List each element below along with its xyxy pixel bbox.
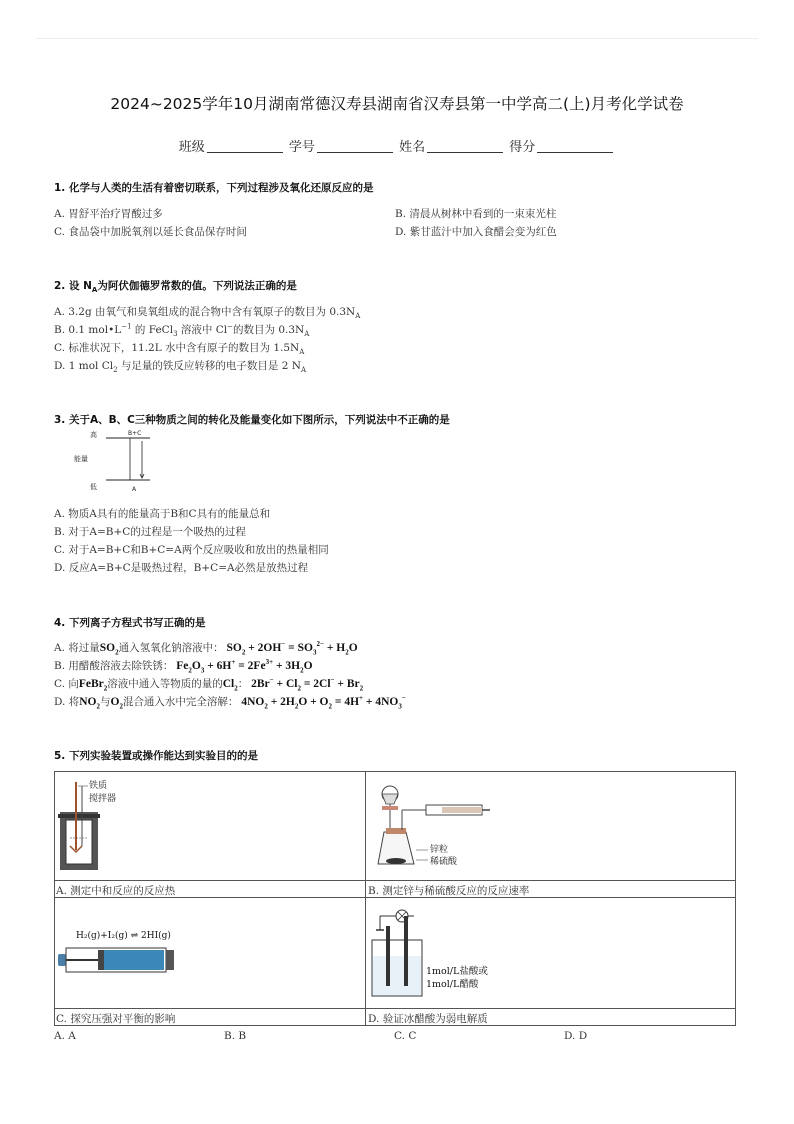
q3-option-c: C. 对于A=B+C和B+C=A两个反应吸收和放出的热量相同 bbox=[54, 544, 329, 556]
q2-option-c bbox=[54, 340, 304, 356]
calorimeter-lid bbox=[58, 814, 100, 818]
q4-c-mid2: ： bbox=[237, 678, 249, 690]
q2-b-sup: −1 bbox=[121, 322, 132, 331]
q2-stem-sub: A bbox=[91, 286, 98, 295]
syringe-gas bbox=[102, 950, 164, 970]
q1-option-c: C. 食品袋中加脱氧剂以延长食品保存时间 bbox=[54, 226, 247, 238]
syringe-cap bbox=[58, 954, 66, 966]
q4-c-pre: C. 向 bbox=[54, 678, 79, 690]
energy-diagram bbox=[70, 425, 180, 495]
q4-option-d: D. 将$NO_2$与$O_2$混合通入水中完全溶解： $4NO_2 + 2H_2O + O_2 = 4H^+ + 4NO_3^-$ bbox=[54, 694, 406, 711]
id-label: 学号 bbox=[288, 140, 315, 155]
beaker-liquid bbox=[373, 956, 421, 995]
gas-syringe-piston bbox=[442, 807, 482, 813]
q2-d2: 与足量的铁反应转移的电子数目是 2 N bbox=[117, 360, 301, 372]
score-label: 得分 bbox=[509, 140, 536, 155]
q2-b-sub: 3 bbox=[173, 330, 178, 339]
q2-a-sub: A bbox=[355, 312, 361, 321]
q4-a-pre: A. 将过量 bbox=[54, 642, 100, 654]
table-row-divider-3 bbox=[54, 1008, 736, 1009]
q2-option-d bbox=[54, 358, 306, 374]
q2-b4: 的数目为 0.3N bbox=[232, 324, 305, 336]
q5-stem: 5. 下列实验装置或操作能达到实验目的的是 bbox=[54, 750, 258, 762]
q1-option-a: A. 胃舒平治疗胃酸过多 bbox=[54, 208, 163, 220]
q4-option-c: C. 向FeBr$_2$溶液中通入等物质的量的$Cl_2$： $2Br^- + Cl_2 = 2Cl^- + Br_2$ bbox=[54, 676, 364, 693]
energy-low-label: 低 bbox=[90, 483, 97, 491]
class-label: 班级 bbox=[178, 140, 205, 155]
q2-stem-post: 为阿伏伽德罗常数的值。下列说法正确的是 bbox=[97, 280, 297, 292]
syringe-plunger-head bbox=[98, 950, 104, 970]
q4-stem: 4. 下列离子方程式书写正确的是 bbox=[54, 617, 206, 629]
q2-d-sub: 2 bbox=[113, 366, 118, 375]
rate-apparatus-figure bbox=[372, 776, 572, 876]
q2-option-b bbox=[54, 322, 309, 338]
q1-option-b: B. 清晨从树林中看到的一束束光柱 bbox=[395, 208, 557, 220]
cell-c-caption: C. 探究压强对平衡的影响 bbox=[56, 1013, 176, 1025]
stopcock bbox=[382, 806, 398, 810]
q3-option-a: A. 物质A具有的能量高于B和C具有的能量总和 bbox=[54, 508, 271, 520]
q1-stem: 1. 化学与人类的生活有着密切联系，下列过程涉及氧化还原反应的是 bbox=[54, 182, 374, 194]
electrode-right bbox=[404, 916, 408, 986]
q5-choice-b: B. B bbox=[224, 1030, 247, 1042]
q2-c-text: C. 标准状况下，11.2L 水中含有原子的数目为 1.5N bbox=[54, 342, 300, 354]
q4-d-mid: 与 bbox=[99, 696, 111, 708]
name-label: 姓名 bbox=[399, 140, 426, 155]
q2-stem-pre: 2. 设 N bbox=[54, 280, 92, 292]
table-row-divider-1 bbox=[54, 880, 736, 881]
q4-a-mid: 通入氢氧化钠溶液中： bbox=[118, 642, 224, 654]
funnel-body bbox=[382, 794, 398, 804]
q2-b3: 溶液中 Cl bbox=[177, 324, 228, 336]
energy-a-label: A bbox=[132, 486, 137, 493]
q2-c-sub: A bbox=[299, 348, 305, 357]
q4-option-b: B. 用醋酸溶液去除铁锈： $Fe_2O_3 + 6H^+ = 2Fe^{3+} + 3H_2O$ bbox=[54, 658, 313, 675]
energy-high-label: 高 bbox=[90, 431, 97, 439]
q2-b-sub-a: A bbox=[304, 330, 310, 339]
zinc-label: 锌粒 bbox=[430, 845, 449, 855]
q4-b-pre: B. 用醋酸溶液去除铁锈： bbox=[54, 660, 174, 672]
header-divider bbox=[36, 38, 758, 39]
q2-a-text: A. 3.2g 由氧气和臭氧组成的混合物中含有氧原子的数目为 0.3N bbox=[54, 306, 356, 318]
page-title: 2024~2025学年10月湖南常德汉寿县湖南省汉寿县第一中学高二(上)月考化学试卷 bbox=[110, 95, 684, 113]
id-blank bbox=[317, 140, 393, 153]
q2-b1: B. 0.1 mol•L bbox=[54, 324, 122, 336]
flask-stopper bbox=[386, 828, 406, 834]
q2-b-sup2: − bbox=[227, 322, 233, 331]
cell-d-caption: D. 验证冰醋酸为弱电解质 bbox=[368, 1013, 488, 1025]
score-blank bbox=[537, 140, 613, 153]
cell-a-caption: A. 测定中和反应的反应热 bbox=[56, 885, 176, 897]
q4-c-mid: 溶液中通入等物质的量的 bbox=[107, 678, 223, 690]
name-blank bbox=[427, 140, 503, 153]
conductivity-figure bbox=[370, 904, 530, 1004]
cell-b-caption: B. 测定锌与稀硫酸反应的反应速率 bbox=[368, 885, 530, 897]
syringe-tip bbox=[166, 950, 174, 970]
q2-b2: 的 FeCl bbox=[131, 324, 174, 336]
energy-axis-label: 能量 bbox=[74, 455, 88, 463]
stirrer-label-2: 搅拌器 bbox=[89, 794, 117, 804]
solution-label-2: 1mol/L醋酸 bbox=[426, 979, 479, 990]
electrode-left bbox=[386, 926, 390, 986]
q3-stem: 3. 关于A、B、C三种物质之间的转化及能量变化如下图所示，下列说法中不正确的是 bbox=[54, 414, 450, 426]
q4-d-mid2: 混合通入水中完全溶解： bbox=[122, 696, 239, 708]
table-vertical-divider bbox=[365, 771, 366, 1026]
q2-d1: D. 1 mol Cl bbox=[54, 360, 114, 372]
q2-stem bbox=[54, 278, 297, 294]
calorimeter-figure bbox=[58, 776, 178, 876]
equilibrium-label: H₂(g)+I₂(g) ⇌ 2HI(g) bbox=[76, 931, 171, 941]
energy-bc-label: B+C bbox=[128, 430, 142, 437]
zinc-granules bbox=[386, 858, 406, 864]
q1-option-d: D. 紫甘蓝汁中加入食醋会变为红色 bbox=[395, 226, 557, 238]
q5-choice-d: D. D bbox=[564, 1030, 588, 1042]
q5-choice-a: A. A bbox=[54, 1030, 76, 1042]
class-blank bbox=[207, 140, 283, 153]
q3-option-b: B. 对于A=B+C的过程是一个吸热的过程 bbox=[54, 526, 246, 538]
q2-d-sub-a: A bbox=[300, 366, 307, 375]
solution-label-1: 1mol/L盐酸或 bbox=[426, 966, 488, 977]
q5-choice-c: C. C bbox=[394, 1030, 417, 1042]
calorimeter-inner bbox=[66, 820, 92, 864]
q3-option-d: D. 反应A=B+C是吸热过程，B+C=A必然是放热过程 bbox=[54, 562, 309, 574]
acid-label: 稀硫酸 bbox=[430, 857, 458, 867]
info-line bbox=[0, 136, 794, 155]
q4-d-pre: D. 将 bbox=[54, 696, 80, 708]
q4-option-a: A. 将过量$SO_2$通入氢氧化钠溶液中： $SO_2 + 2OH^- = SO_3^{2-} + H_2O$ bbox=[54, 640, 358, 657]
pressure-syringe-figure bbox=[56, 924, 196, 984]
stirrer-label-1: 铁质 bbox=[89, 781, 108, 791]
q2-option-a bbox=[54, 304, 360, 320]
